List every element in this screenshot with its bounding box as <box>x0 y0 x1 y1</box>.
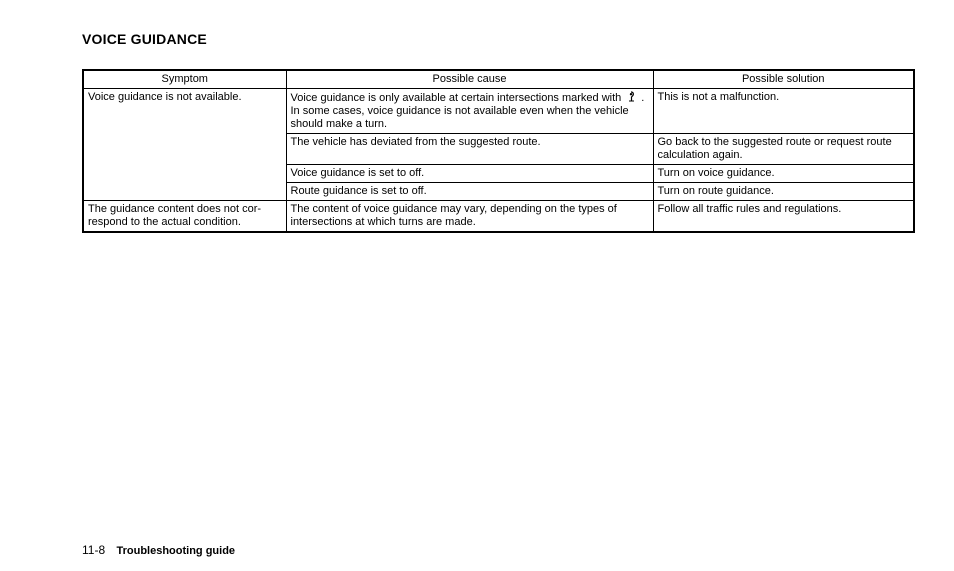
header-symptom: Symptom <box>83 70 286 89</box>
cause-cell: Voice guidance is set to off. <box>286 165 653 183</box>
troubleshooting-table <box>82 69 915 233</box>
cause-cell <box>286 89 653 134</box>
guidance-point-icon <box>625 91 637 102</box>
cause-cell: The vehicle has deviated from the suggested route. <box>286 134 653 165</box>
header-possible-cause: Possible cause <box>286 70 653 89</box>
table-header-row <box>83 70 914 89</box>
cause-cell: The content of voice guidance may vary, depending on the types of intersections at which turns are made. <box>286 201 653 233</box>
cause-text: Voice guidance is only available at certain intersections marked with <box>290 92 622 104</box>
solution-cell: Follow all traffic rules and regulations. <box>653 201 914 233</box>
solution-cell: Go back to the suggested route or request route calculation again. <box>653 134 914 165</box>
symptom-cell: The guidance content does not cor-respond to the actual condition. <box>83 201 286 233</box>
symptom-cell: Voice guidance is not available. <box>83 89 286 201</box>
table-row <box>83 201 914 233</box>
solution-cell: This is not a malfunction. <box>653 89 914 134</box>
section-title: VOICE GUIDANCE <box>82 31 207 47</box>
table-row <box>83 89 914 134</box>
cause-text-continued: . In some cases, voice guidance is not available even when the vehicle should make a turn. <box>290 92 645 130</box>
solution-cell: Turn on voice guidance. <box>653 165 914 183</box>
footer-section-name: Troubleshooting guide <box>116 545 236 557</box>
page-number: 11-8 <box>82 543 106 557</box>
solution-cell: Turn on route guidance. <box>653 183 914 201</box>
page-footer <box>82 543 235 557</box>
header-possible-solution: Possible solution <box>653 70 914 89</box>
cause-cell: Route guidance is set to off. <box>286 183 653 201</box>
